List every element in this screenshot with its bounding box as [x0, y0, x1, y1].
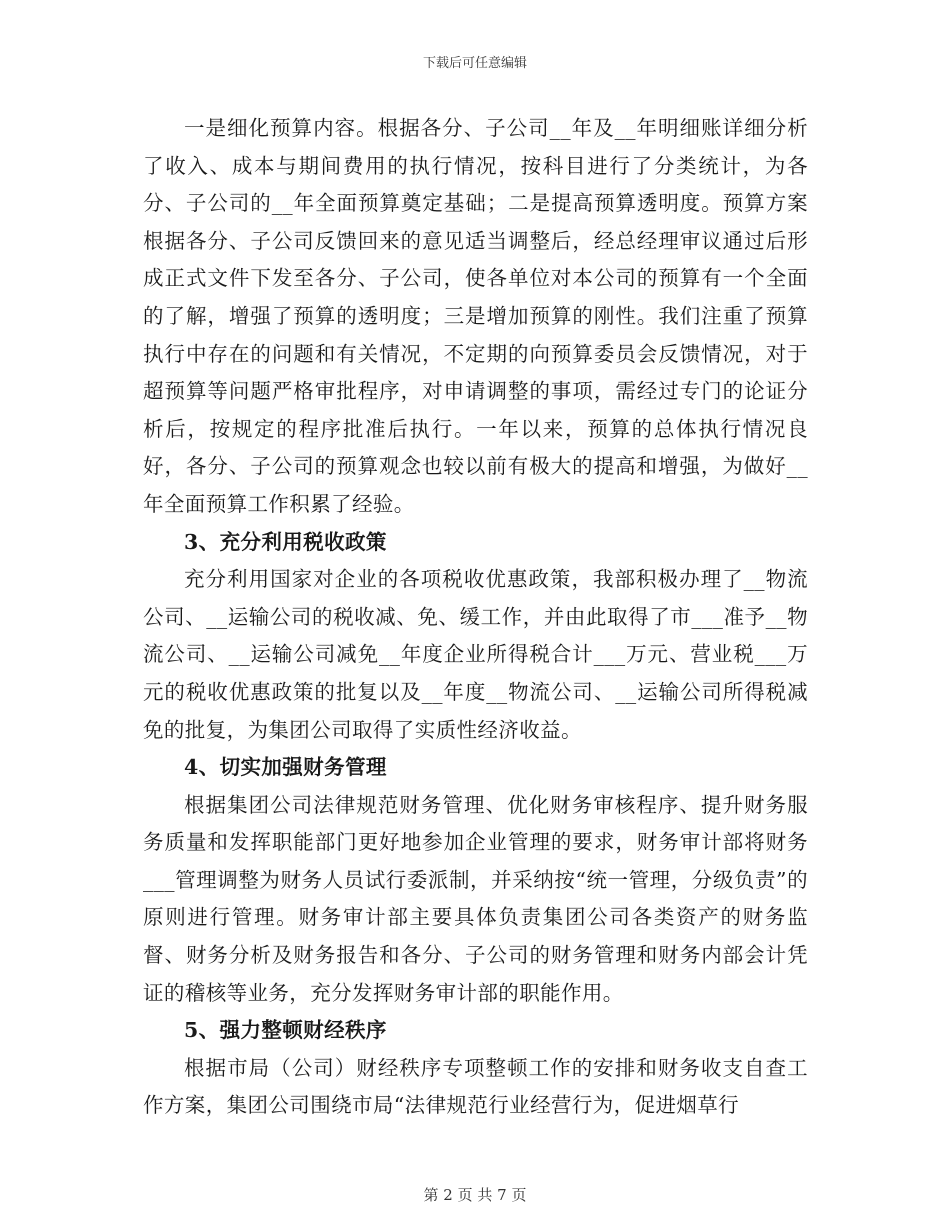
page-header: 下载后可任意编辑	[422, 56, 527, 71]
section-heading-3: 3、充分利用税收政策	[184, 529, 387, 554]
paragraph-tax-policy: 充分利用国家对企业的各项税收优惠政策，我部积极办理了__物流公司、__运输公司的税收减、免、缓工作，并由此取得了市___准予__物流公司、__运输公司减免__年度企业所得税合计___万元、营业税___万元的税收优惠政策的批复以及__年度__物流公司、__运输公司所得税减免的批复，为集团公司取得了实质性经济收益。	[143, 567, 808, 742]
paragraph-financial-management: 根据集团公司法律规范财务管理、优化财务审核程序、提升财务服务质量和发挥职能部门更好地参加企业管理的要求，财务审计部将财务___管理调整为财务人员试行委派制，并采纳按“统一管理，分级负责”的原则进行管理。财务审计部主要具体负责集团公司各类资产的财务监督、财务分析及财务报告和各分、子公司的财务管理和财务内部会计凭证的稽核等业务，充分发挥财务审计部的职能作用。	[143, 792, 808, 1005]
section-heading-5: 5、强力整顿财经秩序	[184, 1018, 387, 1043]
document-body	[143, 110, 808, 1125]
paragraph-financial-order: 根据市局（公司）财经秩序专项整顿工作的安排和财务收支自查工作方案，集团公司围绕市局“法律规范行业经营行为，促进烟草行	[143, 1055, 808, 1118]
page-number: 第 2 页 共 7 页	[423, 1186, 527, 1204]
section-heading-4: 4、切实加强财务管理	[184, 755, 387, 780]
paragraph-budget: 一是细化预算内容。根据各分、子公司__年及__年明细账详细分析了收入、成本与期间费用的执行情况，按科目进行了分类统计，为各分、子公司的__年全面预算奠定基础；二是提高预算透明度。预算方案根据各分、子公司反馈回来的意见适当调整后，经总经理审议通过后形成正式文件下发至各分、子公司，使各单位对本公司的预算有一个全面的了解，增强了预算的透明度；三是增加预算的刚性。我们注重了预算执行中存在的问题和有关情况，不定期的向预算委员会反馈情况，对于超预算等问题严格审批程序，对申请调整的事项，需经过专门的论证分析后，按规定的程序批准后执行。一年以来，预算的总体执行情况良好，各分、子公司的预算观念也较以前有极大的提高和增强，为做好__年全面预算工作积累了经验。	[143, 116, 808, 516]
